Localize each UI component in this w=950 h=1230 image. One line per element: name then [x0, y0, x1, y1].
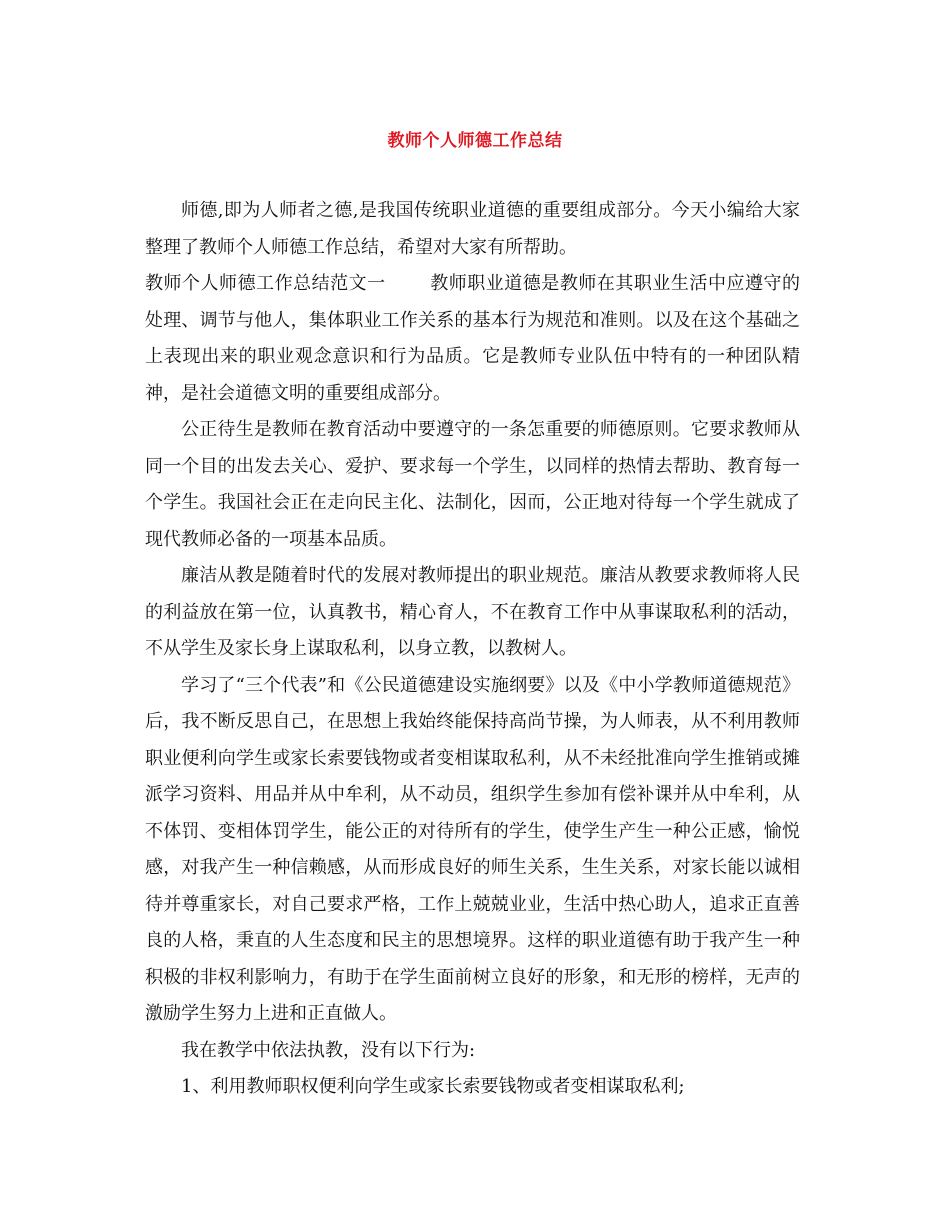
list-item-1: 1、利用教师职权便利向学生或家长索要钱物或者变相谋取私利;	[181, 1076, 685, 1097]
paragraph-integrity: 廉洁从教是随着时代的发展对教师提出的职业规范。廉洁从教要求教师将人民的利益放在第一位，认真教书，精心育人，不在教育工作中从事谋取私利的活动，不从学生及家长身上谋取私利，以身立教，以教树人。	[145, 565, 800, 659]
document-title: 教师个人师德工作总结	[387, 131, 563, 151]
paragraph-law: 我在教学中依法执教，没有以下行为:	[181, 1039, 476, 1061]
paragraph-study: 学习了“三个代表”和《公民道德建设实施纲要》以及《中小学教师道德规范》后，我不断反思自己，在思想上我始终能保持高尚节操，为人师表，从不利用教师职业便利向学生或家长索要钱物或者变相谋取私利，从不未经批准向学生推销或摊派学习资料、用品并从中牟利，从不动员，组织学生参加有偿补课并从中牟利，从不体罚、变相体罚学生，能公正的对待所有的学生，使学生产生一种公正感，愉悦感，对我产生一种信赖感，从而形成良好的师生关系，生生关系，对家长能以诚相待并尊重家长，对自己要求严格，工作上兢兢业业，生活中热心助人，追求正直善良的人格，秉直的人生态度和民主的思想境界。这样的职业道德有助于我产生一种积极的非权利影响力，有助于在学生面前树立良好的形象，和无形的榜样，无声的激励学生努力上进和正直做人。	[145, 674, 800, 1024]
paragraph-definition	[145, 266, 800, 412]
definition-text: 教师职业道德是教师在其职业生活中应遵守的处理、调节与他人，集体职业工作关系的基本行为规范和准则。以及在这个基础之上表现出来的职业观念意识和行为品质。它是教师专业队伍中特有的一种团队精神，是社会道德文明的重要组成部分。	[145, 273, 801, 404]
paragraph-intro: 师德,即为人师者之德,是我国传统职业道德的重要组成部分。今天小编给大家整理了教师个人师德工作总结，希望对大家有所帮助。	[145, 200, 800, 258]
document-body	[145, 193, 800, 1106]
section-heading: 教师个人师德工作总结范文一	[145, 273, 386, 294]
paragraph-fairness: 公正待生是教师在教育活动中要遵守的一条怎重要的师德原则。它要求教师从同一个目的出发去关心、爱护、要求每一个学生，以同样的热情去帮助、教育每一个学生。我国社会正在走向民主化、法制化，因而，公正地对待每一个学生就成了现代教师必备的一项基本品质。	[145, 419, 800, 550]
